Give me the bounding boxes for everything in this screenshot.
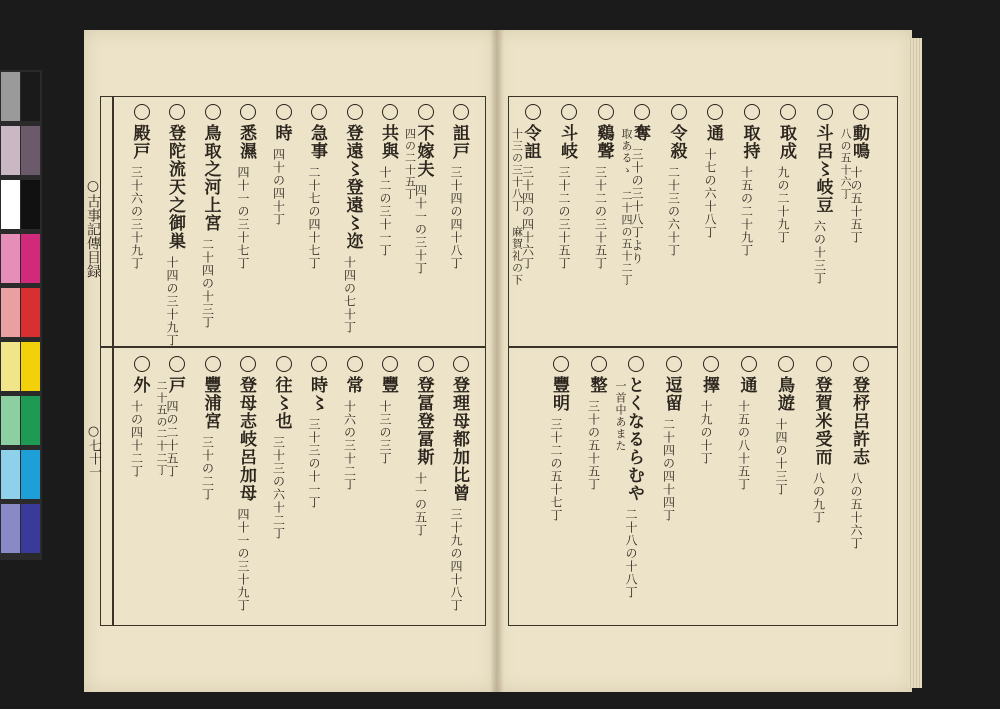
circle-bullet-icon (778, 356, 794, 372)
entry-term: 斗岐 (557, 124, 577, 160)
entry-reference-secondary: 一首中あまた (614, 380, 627, 452)
circle-bullet-icon (382, 356, 398, 372)
entry-reference: 三十の三十八丁より (630, 148, 644, 265)
entry-reference: 二十八の十八丁 (624, 508, 638, 599)
index-entry (273, 356, 303, 540)
circle-bullet-icon (553, 356, 569, 372)
index-entry (813, 356, 843, 524)
index-entry (308, 356, 338, 509)
circle-bullet-icon (311, 104, 327, 120)
entry-term: 常 (342, 376, 363, 394)
circle-bullet-icon (703, 356, 719, 372)
index-entry (775, 356, 805, 496)
entry-reference: 四十一の三十九丁 (236, 508, 250, 612)
entry-reference: 十の四十二丁 (129, 400, 144, 478)
color-chip (1, 288, 20, 337)
entry-term: 外 (129, 376, 150, 394)
color-chip (1, 342, 20, 391)
folio-number: ○七十一 (86, 424, 101, 478)
circle-bullet-icon (666, 356, 682, 372)
circle-bullet-icon (816, 356, 832, 372)
entry-reference: 十四の七十丁 (342, 256, 357, 334)
entry-term: 取成 (776, 124, 796, 160)
circle-bullet-icon (347, 104, 363, 120)
circle-bullet-icon (453, 104, 469, 120)
index-entry (131, 356, 161, 478)
entry-term: 時 (271, 124, 292, 142)
entry-reference: 十四の三十九丁 (165, 256, 179, 347)
color-chip (21, 180, 40, 229)
entry-reference: 二十七の四十七丁 (307, 166, 321, 270)
entry-reference: 六の十三丁 (812, 220, 827, 285)
index-entry (237, 356, 267, 612)
book-gutter (490, 30, 504, 692)
entry-term: 鳥取之河上宮 (200, 124, 221, 232)
entry-term: 令殺 (666, 124, 687, 160)
entry-term: 急事 (307, 124, 327, 160)
entry-term: 通 (736, 376, 757, 394)
entry-reference: 三十二の三十五丁 (593, 166, 608, 270)
color-chip (21, 234, 40, 283)
entry-term: 登母志岐呂加母 (236, 376, 256, 502)
left-margin-rule (112, 96, 114, 626)
entry-reference-secondary: 八の五十六丁 (839, 128, 852, 200)
entry-reference: 二十四の十三丁 (200, 238, 215, 329)
index-entry (595, 104, 625, 270)
entry-reference: 二十四の四十四丁 (661, 418, 676, 522)
index-entry (741, 104, 771, 257)
circle-bullet-icon (780, 104, 796, 120)
entry-reference: 九の二十九丁 (776, 166, 790, 244)
color-chip (1, 450, 20, 499)
entry-term: 共與 (378, 124, 398, 160)
entry-term: 詛戸 (449, 124, 469, 160)
margin-title: ○古事記傳目録 (85, 178, 101, 278)
index-entry (839, 104, 880, 244)
entry-term: 不嫁夫 (413, 124, 434, 178)
circle-bullet-icon (628, 356, 644, 372)
entry-reference: 三十四の四十八丁 (449, 166, 463, 270)
entry-term: 通 (703, 124, 723, 142)
entry-term: 豐明 (549, 376, 569, 412)
entry-term: 鷄聲 (593, 124, 614, 160)
circle-bullet-icon (817, 104, 833, 120)
index-entry (663, 356, 693, 522)
entry-term: 戸 (165, 376, 185, 394)
index-entry (344, 356, 374, 491)
circle-bullet-icon (382, 104, 398, 120)
entry-reference: 四十一の三十七丁 (236, 166, 250, 270)
page-edges (908, 38, 922, 688)
right-divider (508, 346, 898, 348)
index-entry (704, 104, 734, 239)
entry-term: 登理母都加比曾 (449, 376, 469, 502)
index-entry (202, 104, 232, 329)
entry-reference: 三十九の四十八丁 (449, 508, 463, 612)
entry-reference: 四十の四十丁 (271, 148, 286, 226)
circle-bullet-icon (240, 104, 256, 120)
entry-reference: 三十六の三十九丁 (129, 166, 144, 270)
color-chip (1, 72, 20, 121)
circle-bullet-icon (671, 104, 687, 120)
index-entry (166, 104, 196, 347)
circle-bullet-icon (591, 356, 607, 372)
entry-reference: 十の五十五丁 (849, 166, 863, 244)
circle-bullet-icon (634, 104, 650, 120)
index-entry (131, 104, 161, 270)
circle-bullet-icon (205, 104, 221, 120)
circle-bullet-icon (169, 356, 185, 372)
color-chip (1, 180, 20, 229)
color-chip (21, 396, 40, 445)
index-entry (308, 104, 338, 270)
circle-bullet-icon (853, 356, 869, 372)
entry-reference: 三十二の五十七丁 (549, 418, 563, 522)
index-entry (344, 104, 374, 334)
entry-reference: 十六の三十二丁 (342, 400, 357, 491)
entry-term: 斗呂〻岐豆 (812, 124, 833, 214)
entry-term: 整 (586, 376, 607, 394)
index-entry (273, 104, 303, 226)
entry-reference: 八の五十六丁 (849, 472, 863, 550)
circle-bullet-icon (169, 104, 185, 120)
circle-bullet-icon (741, 356, 757, 372)
entry-reference: 十一の五丁 (413, 472, 428, 537)
index-entry (668, 104, 698, 257)
circle-bullet-icon (134, 356, 150, 372)
index-entry (700, 356, 730, 465)
color-chip (21, 342, 40, 391)
entry-term: 登賀米受而 (811, 376, 832, 466)
circle-bullet-icon (561, 104, 577, 120)
entry-reference-secondary: 取あるゝ 二十四の五十二丁 (620, 128, 633, 286)
color-chip (21, 288, 40, 337)
entry-reference: 三十の二丁 (200, 436, 215, 501)
circle-bullet-icon (276, 104, 292, 120)
entry-reference: 三十三の十一丁 (307, 418, 321, 509)
index-entry (588, 356, 618, 491)
color-chip (1, 396, 20, 445)
circle-bullet-icon (707, 104, 723, 120)
index-entry (450, 356, 480, 612)
index-entry (450, 104, 480, 270)
circle-bullet-icon (205, 356, 221, 372)
index-entry (738, 356, 768, 491)
circle-bullet-icon (311, 356, 327, 372)
index-entry (155, 356, 196, 478)
entry-reference: 十二の三十一丁 (378, 166, 392, 257)
entry-reference: 十三の三丁 (378, 400, 392, 465)
entry-term: 奪 (630, 124, 650, 142)
entry-reference: 三十の五十五丁 (586, 400, 601, 491)
entry-term: 鳥遊 (774, 376, 794, 412)
index-entry (379, 104, 409, 257)
circle-bullet-icon (418, 104, 434, 120)
entry-reference-secondary: 四の二十五丁 (403, 128, 417, 200)
entry-reference: 十四の十三丁 (774, 418, 788, 496)
index-entry (510, 104, 552, 286)
entry-term: 殿戸 (129, 124, 150, 160)
index-entry (403, 104, 445, 275)
circle-bullet-icon (453, 356, 469, 372)
entry-reference: 四十一の三十丁 (413, 184, 428, 275)
index-entry (550, 356, 580, 522)
index-entry (415, 356, 445, 537)
color-chip (21, 450, 40, 499)
entry-reference: 四の二十五丁 (165, 400, 179, 478)
index-entry (777, 104, 807, 244)
index-entry (558, 104, 588, 270)
circle-bullet-icon (853, 104, 869, 120)
entry-reference: 三十二の三十五丁 (557, 166, 571, 270)
entry-term: 令詛 (520, 124, 541, 160)
entry-term: 往〻也 (271, 376, 292, 430)
color-chip (1, 504, 20, 553)
circle-bullet-icon (598, 104, 614, 120)
entry-term: とくなるらむや (624, 376, 644, 502)
index-entry (379, 356, 409, 465)
entry-term: 豐 (378, 376, 398, 394)
color-calibration-strip (0, 70, 42, 560)
entry-term: 登陀流天之御巣 (165, 124, 185, 250)
color-chip (1, 234, 20, 283)
entry-reference-secondary: 十三の三十八丁 麻賀礼の下 (510, 128, 524, 286)
entry-reference: 十五の八十五丁 (736, 400, 751, 491)
entry-term: 動鳴 (849, 124, 869, 160)
index-entry (614, 356, 655, 599)
entry-reference: 三十四の四十六丁 (520, 166, 535, 270)
entry-term: 時〻 (307, 376, 327, 412)
entry-term: 擇 (699, 376, 719, 394)
circle-bullet-icon (240, 356, 256, 372)
entry-reference: 十七の六十八丁 (703, 148, 717, 239)
entry-reference: 十九の十丁 (699, 400, 713, 465)
entry-term: 登杼呂許志 (849, 376, 869, 466)
entry-term: 登冨登冨斯 (413, 376, 434, 466)
entry-reference: 十五の二十九丁 (739, 166, 754, 257)
entry-term: 登遠〻登遠〻迩 (342, 124, 363, 250)
entry-term: 豐浦宮 (200, 376, 221, 430)
entry-reference: 八の九丁 (811, 472, 826, 524)
entry-reference: 三十三の六十二丁 (271, 436, 286, 540)
circle-bullet-icon (418, 356, 434, 372)
color-chip (21, 72, 40, 121)
index-entry (237, 104, 267, 270)
index-entry (202, 356, 232, 501)
circle-bullet-icon (744, 104, 760, 120)
index-entry (850, 356, 880, 550)
circle-bullet-icon (525, 104, 541, 120)
circle-bullet-icon (347, 356, 363, 372)
color-chip (21, 126, 40, 175)
entry-reference: 二十三の六十丁 (666, 166, 681, 257)
color-chip (1, 126, 20, 175)
index-entry (814, 104, 844, 285)
index-entry (620, 104, 661, 286)
circle-bullet-icon (134, 104, 150, 120)
entry-term: 逗留 (661, 376, 682, 412)
entry-term: 取持 (739, 124, 760, 160)
left-divider (100, 346, 486, 348)
entry-term: 悉濕 (236, 124, 256, 160)
circle-bullet-icon (276, 356, 292, 372)
color-chip (21, 504, 40, 553)
entry-reference-secondary: 二十五の二十二丁 (155, 380, 168, 476)
